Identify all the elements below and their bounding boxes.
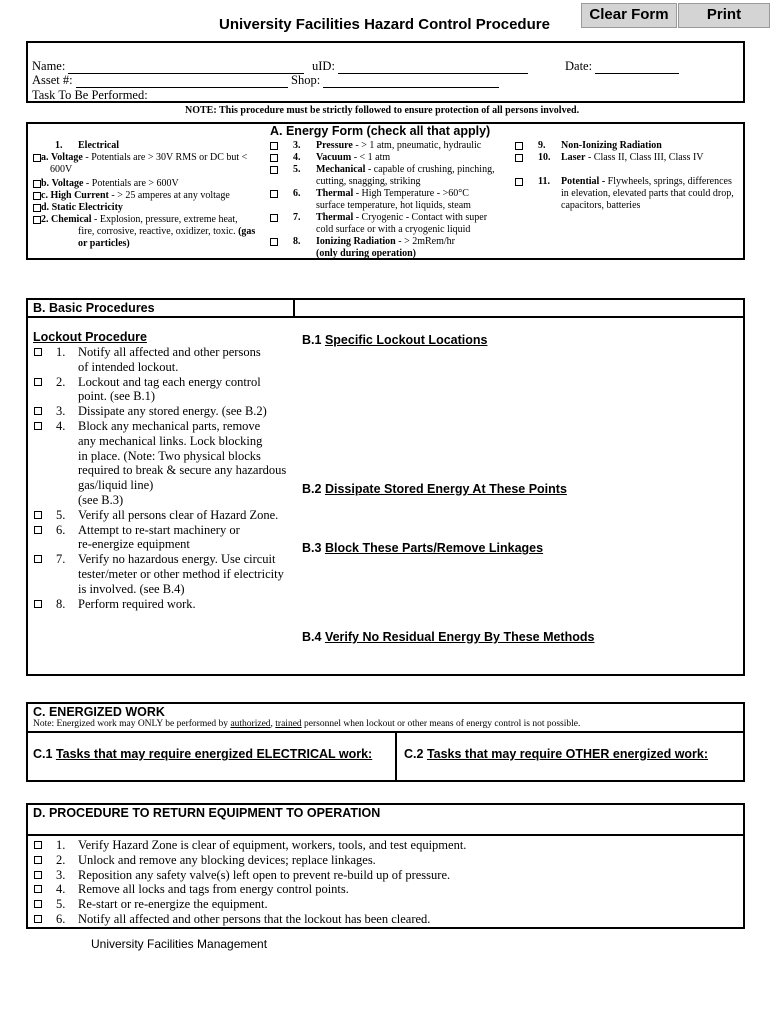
lockout-step-checkbox[interactable]	[34, 348, 42, 356]
lockout-step-text: gas/liquid line)	[78, 478, 154, 493]
lockout-step-number: 3.	[56, 404, 66, 419]
page-title: University Facilities Hazard Control Procedure	[219, 16, 550, 33]
checkbox-non-ionizing[interactable]	[515, 142, 523, 150]
return-step-text: Reposition any safety valve(s) left open to prevent re-build up of pressure.	[78, 867, 451, 882]
lockout-step	[33, 404, 303, 419]
lockout-step-text: re-energize equipment	[78, 537, 190, 552]
uid-field[interactable]	[338, 61, 528, 74]
return-step-number: 3.	[56, 867, 66, 882]
lockout-step-text: (see B.3)	[78, 492, 124, 507]
return-step	[33, 853, 733, 868]
return-step-number: 6.	[56, 911, 66, 926]
return-step-number: 5.	[56, 897, 66, 912]
return-step-text: Verify Hazard Zone is clear of equipment, workers, tools, and test equipment.	[78, 838, 467, 852]
c1-heading: C.1 Tasks that may require energized ELECTRICAL work:	[33, 747, 373, 761]
lockout-step-number: 2.	[56, 374, 66, 389]
checkbox-pressure[interactable]	[270, 142, 278, 150]
procedure-note: NOTE: This procedure must be strictly followed to ensure protection of all persons involved.	[185, 105, 580, 116]
lockout-step-checkbox[interactable]	[34, 422, 42, 430]
return-step-text: Remove all locks and tags from energy control points.	[78, 882, 349, 897]
energy-form-heading: A. Energy Form (check all that apply)	[270, 124, 491, 138]
lockout-step-text: tester/meter or other method if electricity	[78, 566, 284, 581]
lockout-step	[33, 375, 303, 390]
lockout-step	[33, 508, 303, 523]
lockout-step-checkbox[interactable]	[34, 526, 42, 534]
date-label: Date:	[565, 59, 593, 73]
checkbox-thermal-high[interactable]	[270, 190, 278, 198]
lockout-step-text: required to break & secure any hazardous	[78, 463, 287, 478]
lockout-steps	[33, 345, 303, 611]
lockout-step	[33, 419, 303, 434]
name-label: Name:	[32, 59, 66, 73]
divider	[26, 731, 745, 733]
task-label: Task To Be Performed:	[32, 88, 148, 102]
lockout-step	[33, 523, 303, 538]
return-step	[33, 838, 733, 853]
lockout-step-text: Block any mechanical parts, remove	[78, 418, 261, 433]
shop-label: Shop:	[291, 73, 321, 87]
print-button[interactable]: Print	[678, 3, 770, 28]
return-step-checkbox[interactable]	[34, 885, 42, 893]
lockout-step-number: 5.	[56, 507, 66, 522]
lockout-step-text: Verify no hazardous energy. Use circuit	[78, 552, 276, 567]
asset-field[interactable]	[76, 75, 288, 88]
lockout-procedure-heading: Lockout Procedure	[33, 330, 147, 344]
lockout-step-text: Notify all affected and other persons	[78, 345, 261, 359]
checkbox-static-electricity[interactable]	[33, 204, 41, 212]
lockout-step-text: Lockout and tag each energy control	[78, 374, 261, 389]
lockout-step-number: 6.	[56, 522, 66, 537]
checkbox-high-current[interactable]	[33, 192, 41, 200]
divider	[26, 834, 745, 836]
basic-procedures-heading: B. Basic Procedures	[33, 301, 155, 315]
lockout-step-checkbox[interactable]	[34, 600, 42, 608]
checkbox-laser[interactable]	[515, 154, 523, 162]
return-step-number: 1.	[56, 838, 66, 852]
return-step-text: Unlock and remove any blocking devices; replace linkages.	[78, 852, 376, 867]
return-procedure-heading: D. PROCEDURE TO RETURN EQUIPMENT TO OPERATION	[33, 806, 381, 820]
date-field[interactable]	[595, 61, 679, 74]
lockout-step-checkbox[interactable]	[34, 407, 42, 415]
lockout-step	[33, 597, 303, 612]
checkbox-chemical[interactable]	[33, 216, 41, 224]
return-step	[33, 868, 733, 883]
return-step-number: 4.	[56, 882, 66, 897]
checkbox-mechanical[interactable]	[270, 166, 278, 174]
divider	[26, 316, 745, 318]
task-field[interactable]	[151, 90, 301, 103]
lockout-step-number: 8.	[56, 596, 66, 611]
energized-work-heading: C. ENERGIZED WORK	[33, 705, 165, 719]
clear-form-button[interactable]: Clear Form	[581, 3, 677, 28]
checkbox-ionizing-radiation[interactable]	[270, 238, 278, 246]
return-step-number: 2.	[56, 852, 66, 867]
name-field[interactable]	[68, 61, 304, 74]
lockout-step-checkbox[interactable]	[34, 378, 42, 386]
checkbox-voltage-low[interactable]	[33, 154, 41, 162]
return-step-checkbox[interactable]	[34, 915, 42, 923]
lockout-step-number: 1.	[56, 345, 66, 359]
return-step	[33, 912, 733, 927]
return-step-checkbox[interactable]	[34, 841, 42, 849]
return-step	[33, 897, 733, 912]
return-step-text: Re-start or re-energize the equipment.	[78, 897, 268, 912]
checkbox-thermal-cryogenic[interactable]	[270, 214, 278, 222]
c2-heading: C.2 Tasks that may require OTHER energized work:	[404, 747, 709, 761]
b2-heading: B.2 Dissipate Stored Energy At These Points	[302, 482, 567, 496]
lockout-step-text: Perform required work.	[78, 596, 196, 611]
return-step	[33, 882, 733, 897]
lockout-step	[33, 552, 303, 567]
return-steps	[33, 838, 733, 927]
return-step-text: Notify all affected and other persons that the lockout has been cleared.	[78, 911, 431, 926]
lockout-step-checkbox[interactable]	[34, 555, 42, 563]
lockout-step-text: point. (see B.1)	[78, 389, 156, 404]
electrical-label: Electrical	[78, 140, 120, 151]
lockout-step-text: Dissipate any stored energy. (see B.2)	[78, 404, 267, 419]
footer-text: University Facilities Management	[91, 937, 268, 951]
divider	[395, 731, 397, 782]
lockout-step-text: any mechanical links. Lock blocking	[78, 433, 263, 448]
lockout-step-text: Verify all persons clear of Hazard Zone.	[78, 507, 279, 522]
lockout-step-number: 7.	[56, 552, 66, 567]
shop-field[interactable]	[323, 75, 499, 88]
b1-heading: B.1 Specific Lockout Locations	[302, 333, 488, 347]
lockout-step-text: in place. (Note: Two physical blocks	[78, 448, 261, 463]
lockout-step-checkbox[interactable]	[34, 511, 42, 519]
uid-label: uID:	[312, 59, 335, 73]
b4-heading: B.4 Verify No Residual Energy By These Methods	[302, 630, 595, 644]
energized-work-note: Note: Energized work may ONLY be performed by authorized, trained personnel when lockout or other means of energy control is not possible.	[33, 719, 581, 729]
checkbox-potential[interactable]	[515, 178, 523, 186]
return-step-checkbox[interactable]	[34, 856, 42, 864]
checkbox-vacuum[interactable]	[270, 154, 278, 162]
energy-col-1: 1. Electrical a. Voltage - Potentials are > 30V RMS or DC but < 600V b. Voltage - Potentials are > 600V c. High Current - > 25 amperes at any voltage d. Static Electricity 2. Chemical - Explosion, pressure, extreme heat, fire, corrosive, reactive, oxidizer, toxic. (gas or particles)	[33, 140, 263, 250]
lockout-step-text: is involved. (see B.4)	[78, 581, 185, 596]
return-step-checkbox[interactable]	[34, 900, 42, 908]
lockout-step-number: 4.	[56, 418, 66, 433]
b3-heading: B.3 Block These Parts/Remove Linkages	[302, 541, 544, 555]
lockout-step	[33, 345, 303, 360]
return-step-checkbox[interactable]	[34, 871, 42, 879]
lockout-step-text: Attempt to re-start machinery or	[78, 522, 240, 537]
divider	[293, 298, 295, 318]
lockout-step-text: of intended lockout.	[78, 359, 179, 374]
energy-col-3: 9. Non-Ionizing Radiation 10. Laser - Class II, Class III, Class IV 11. Potential - Flywheels, springs, differences in elevation, elevated parts that could drop, capacitors, batteries	[515, 140, 743, 212]
asset-label: Asset #:	[32, 73, 73, 87]
energy-col-2: 3. Pressure - > 1 atm, pneumatic, hydraulic 4. Vacuum - < 1 atm 5. Mechanical - capable of crushing, pinching, cutting, snagging, striking 6. Thermal - High Temperature - >60°C surface temperature, hot liquids, steam 7. Thermal - Cryogenic - Contact with super cold surface or with a cryogenic liquid 8. Ionizing Radiation - > 2mRem/hr (only during operation)	[270, 140, 510, 260]
checkbox-voltage-high[interactable]	[33, 180, 41, 188]
